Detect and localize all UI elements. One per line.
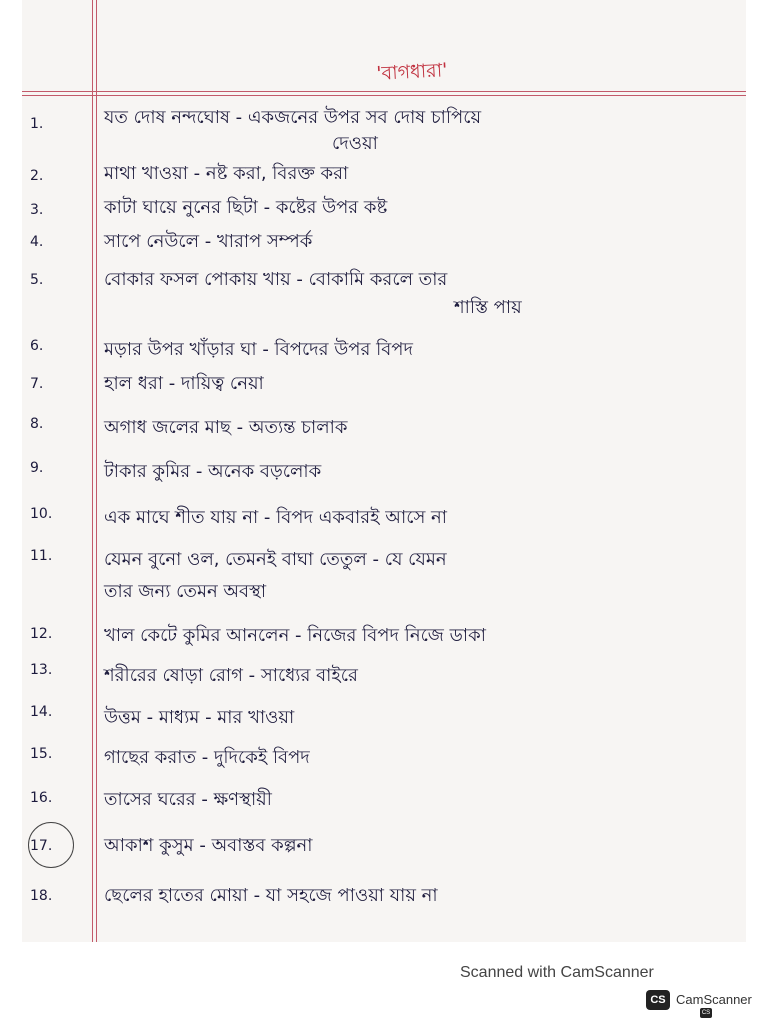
item-text: শরীরের ষোড়া রোগ - সাধ্যের বাইরে — [104, 665, 358, 686]
item-number: 8. — [30, 416, 44, 432]
list-item — [22, 456, 746, 496]
item-text: মাথা খাওয়া - নষ্ট করা, বিরক্ত করা — [104, 163, 349, 184]
list-item — [22, 334, 746, 374]
list-item — [22, 544, 746, 602]
top-rule-2 — [22, 95, 746, 96]
camscanner-brand: CamScanner — [676, 992, 752, 1007]
item-text: সাপে নেউলে - খারাপ সম্পর্ক — [104, 231, 313, 252]
item-number: 12. — [30, 626, 53, 642]
list-item — [22, 104, 746, 154]
list-item — [22, 742, 746, 782]
item-text: কাটা ঘায়ে নুনের ছিটা - কষ্টের উপর কষ্ট — [104, 197, 388, 218]
item-text: আকাশ কুসুম - অবাস্তব কল্পনা — [104, 835, 313, 856]
list-item — [22, 412, 746, 452]
notebook-page — [22, 0, 746, 942]
item-text: হাল ধরা - দায়িত্ব নেয়া — [104, 373, 264, 394]
list-item — [22, 702, 746, 742]
list-item — [22, 786, 746, 826]
item-text: যেমন বুনো ওল, তেমনই বাঘা তেতুল - যে যেমন — [104, 549, 447, 570]
item-continuation: শাস্তি পায় — [454, 297, 522, 318]
item-text: মড়ার উপর খাঁড়ার ঘা - বিপদের উপর বিপদ — [104, 339, 413, 360]
item-number: 5. — [30, 272, 44, 288]
item-text: তাসের ঘরের - ক্ষণস্থায়ী — [104, 789, 272, 810]
list-item — [22, 266, 746, 318]
item-text: উত্তম - মাধ্যম - মার খাওয়া — [104, 707, 295, 728]
list-item — [22, 660, 746, 700]
item-number: 2. — [30, 168, 44, 184]
camscanner-logo-icon: CS — [646, 990, 670, 1010]
item-text: যত দোষ নন্দঘোষ - একজনের উপর সব দোষ চাপিয়ে — [104, 107, 482, 128]
item-text: খাল কেটে কুমির আনলেন - নিজের বিপদ নিজে ডাকা — [104, 625, 486, 646]
list-item — [22, 370, 746, 410]
item-text: বোকার ফসল পোকায় খায় - বোকামি করলে তার — [104, 269, 448, 290]
item-number: 4. — [30, 234, 44, 250]
item-continuation: দেওয়া — [332, 133, 378, 154]
item-number: 16. — [30, 790, 53, 806]
item-number: 13. — [30, 662, 53, 678]
item-number: 14. — [30, 704, 53, 720]
item-text: ছেলের হাতের মোয়া - যা সহজে পাওয়া যায় না — [104, 885, 438, 906]
item-number: 10. — [30, 506, 53, 522]
page-title: 'বাগধারা' — [375, 59, 448, 85]
item-number: 15. — [30, 746, 53, 762]
item-text: গাছের করাত - দুদিকেই বিপদ — [104, 747, 310, 768]
list-item — [22, 622, 746, 662]
list-item — [22, 832, 746, 872]
list-item — [22, 502, 746, 542]
item-number: 9. — [30, 460, 44, 476]
item-number: 6. — [30, 338, 44, 354]
item-number: 17. — [30, 838, 53, 854]
item-number: 3. — [30, 202, 44, 218]
item-number: 18. — [30, 888, 53, 904]
item-number: 11. — [30, 548, 53, 564]
item-text: এক মাঘে শীত যায় না - বিপদ একবারই আসে না — [104, 507, 448, 528]
item-number: 7. — [30, 376, 44, 392]
scanned-watermark: Scanned with CamScanner — [460, 964, 654, 981]
item-number: 1. — [30, 116, 44, 132]
item-text: টাকার কুমির - অনেক বড়লোক — [104, 461, 322, 482]
list-item — [22, 228, 746, 268]
item-continuation: তার জন্য তেমন অবস্থা — [104, 581, 267, 602]
list-item — [22, 882, 746, 922]
item-text: অগাধ জলের মাছ - অত্যন্ত চালাক — [104, 417, 348, 438]
camscanner-small-logo-icon: CS — [701, 1010, 711, 1016]
